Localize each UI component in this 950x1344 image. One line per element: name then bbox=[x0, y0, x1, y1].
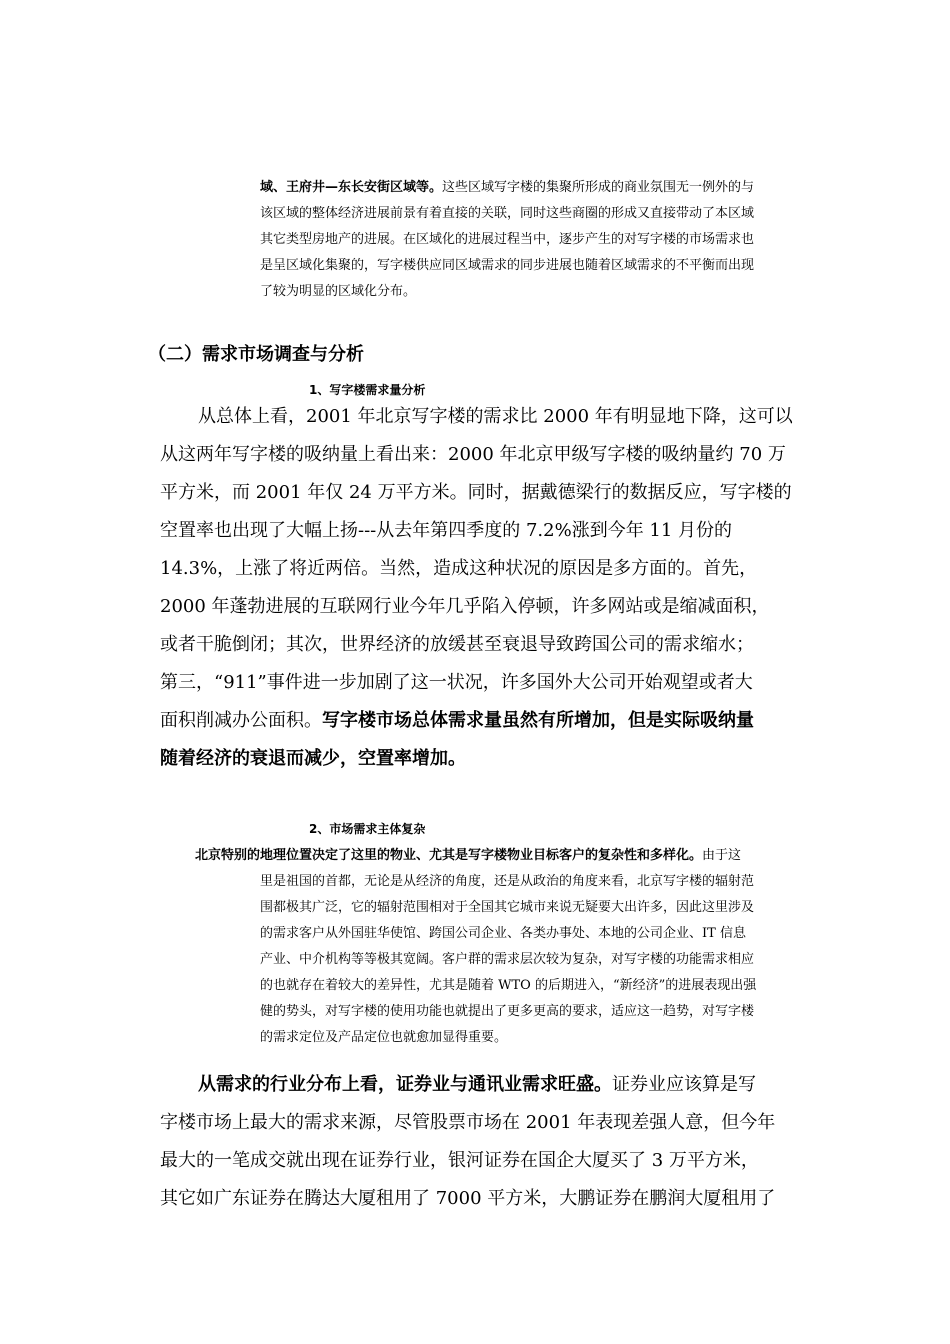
paragraph-line: 其它类型房地产的进展。在区域化的进展过程当中，逐步产生的对写字楼的市场需求也 bbox=[260, 232, 755, 247]
paragraph-lead-tail: 证券业应该算是写 bbox=[612, 1074, 756, 1095]
paragraph-regional-distribution bbox=[260, 175, 820, 305]
paragraph-line: 或者干脆倒闭；其次，世界经济的放缓甚至衰退导致跨国公司的需求缩水； bbox=[160, 634, 754, 655]
section-heading: （二）需求市场调查与分析 bbox=[148, 344, 364, 365]
paragraph-line: 健的势头，对写字楼的使用功能也就提出了更多更高的要求，适应这一趋势，对写字楼 bbox=[260, 1004, 755, 1019]
paragraph-lead-tail: 由于这 bbox=[702, 848, 742, 863]
subheading-demand-volume: 1、写字楼需求量分析 bbox=[309, 383, 426, 397]
paragraph-line: 2000 年蓬勃进展的互联网行业今年几乎陷入停顿，许多网站或是缩减面积， bbox=[160, 596, 770, 617]
paragraph-line: 空置率也出现了大幅上扬---从去年第四季度的 7.2%涨到今年 11 月份的 bbox=[160, 520, 733, 541]
paragraph-line: 这些区域写字楼的集聚所形成的商业氛围无一例外的与 bbox=[442, 180, 755, 195]
paragraph-line: 里是祖国的首都，无论是从经济的角度，还是从政治的角度来看，北京写字楼的辐射范 bbox=[260, 874, 755, 889]
paragraph-line: 了较为明显的区域化分布。 bbox=[260, 284, 417, 299]
paragraph-line: 最大的一笔成交就出现在证券行业，银河证券在国企大厦买了 3 万平方米， bbox=[160, 1150, 759, 1171]
paragraph-line: 是呈区域化集聚的，写字楼供应同区域需求的同步进展也随着区域需求的不平衡而出现 bbox=[260, 258, 755, 273]
paragraph-line: 其它如广东证券在腾达大厦租用了 7000 平方米，大鹏证券在鹏润大厦租用了 bbox=[160, 1188, 776, 1209]
paragraph-line: 该区域的整体经济进展前景有着直接的关联，同时这些商圈的形成又直接带动了本区域 bbox=[260, 206, 755, 221]
paragraph-lead-bold: 北京特别的地理位置决定了这里的物业、尤其是写字楼物业目标客户的复杂性和多样化。 bbox=[195, 848, 703, 863]
paragraph-line: 产业、中介机构等等极其宽阔。客户群的需求层次较为复杂，对写字楼的功能需求相应 bbox=[260, 952, 755, 967]
paragraph-demand-complexity bbox=[195, 843, 815, 1051]
paragraph-line-normal: 面积削减办公面积。 bbox=[160, 710, 322, 731]
paragraph-line-bold: 随着经济的衰退而减少，空置率增加。 bbox=[160, 748, 466, 769]
subheading-demand-complexity: 2、市场需求主体复杂 bbox=[309, 822, 426, 836]
paragraph-line: 从这两年写字楼的吸纳量上看出来：2000 年北京甲级写字楼的吸纳量约 70 万 bbox=[160, 444, 786, 465]
paragraph-lead-bold: 域、王府井—东长安街区域等。 bbox=[260, 180, 443, 195]
paragraph-line: 字楼市场上最大的需求来源，尽管股票市场在 2001 年表现差强人意，但今年 bbox=[160, 1112, 776, 1133]
paragraph-line: 14.3%，上涨了将近两倍。当然，造成这种状况的原因是多方面的。首先， bbox=[160, 558, 758, 579]
paragraph-line-bold: 写字楼市场总体需求量虽然有所增加，但是实际吸纳量 bbox=[322, 710, 754, 731]
paragraph-lead-bold: 从需求的行业分布上看，证券业与通讯业需求旺盛。 bbox=[198, 1074, 612, 1095]
paragraph-line: 平方米，而 2001 年仅 24 万平方米。同时，据戴德梁行的数据反应，写字楼的 bbox=[160, 482, 792, 503]
paragraph-line: 的也就存在着较大的差异性，尤其是随着 WTO 的后期进入，“新经济”的进展表现出强 bbox=[260, 978, 757, 993]
paragraph-line: 的需求客户从外国驻华使馆、跨国公司企业、各类办事处、本地的公司企业、IT 信息 bbox=[260, 926, 746, 941]
paragraph-line: 从总体上看，2001 年北京写字楼的需求比 2000 年有明显地下降，这可以 bbox=[198, 406, 793, 427]
paragraph-line: 第三，“911”事件进一步加剧了这一状况，许多国外大公司开始观望或者大 bbox=[160, 672, 753, 693]
paragraph-line: 围都极其广泛，它的辐射范围相对于全国其它城市来说无疑要大出许多，因此这里涉及 bbox=[260, 900, 755, 915]
paragraph-line: 的需求定位及产品定位也就愈加显得重要。 bbox=[260, 1030, 508, 1045]
